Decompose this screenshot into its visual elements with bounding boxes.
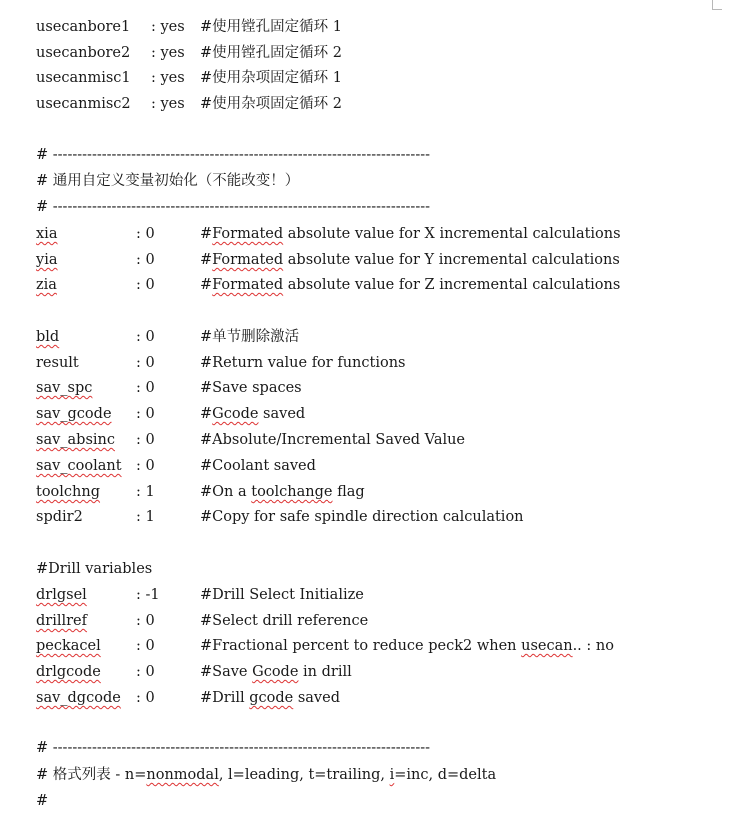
variable-name: usecanbore2 [36, 45, 131, 61]
line-comment: #Drill Select Initialize [200, 587, 364, 603]
code-line [36, 429, 466, 451]
code-line [36, 610, 369, 632]
variable-name: zia [36, 277, 57, 293]
variable-name: drlgsel [36, 587, 87, 603]
variable-value: : 0 [136, 226, 155, 242]
line-comment: #Formated absolute value for Y incremental calculations [200, 252, 620, 268]
variable-name: usecanmisc2 [36, 96, 131, 112]
line-comment: #Fractional percent to reduce peck2 when usecan.. : no [200, 638, 614, 654]
variable-value: : -1 [136, 587, 160, 603]
line-comment: #Return value for functions [200, 355, 406, 371]
line-comment: #Formated absolute value for X incremental calculations [200, 226, 621, 242]
variable-name: usecanbore1 [36, 19, 131, 35]
line-comment: #Coolant saved [200, 458, 316, 474]
separator-line: # ----------------------------------------------------------------------------- [36, 740, 431, 756]
separator-line: # ----------------------------------------------------------------------------- [36, 147, 431, 163]
comment-line: # [36, 793, 49, 809]
code-line [36, 584, 364, 606]
line-comment: #单节删除激活 [200, 329, 300, 345]
format-list-line: # 格式列表 - n=nonmodal, l=leading, t=trailing, i=inc, d=delta [36, 767, 497, 783]
variable-name: drlgcode [36, 664, 101, 680]
code-line [36, 506, 524, 528]
line-comment: #Save Gcode in drill [200, 664, 352, 680]
code-line [36, 635, 614, 657]
variable-name: sav_coolant [36, 458, 122, 474]
code-line [36, 249, 620, 271]
variable-name: result [36, 355, 79, 371]
variable-name: xia [36, 226, 58, 242]
section-heading: #Drill variables [36, 561, 153, 577]
variable-value: : yes [151, 45, 185, 61]
variable-value: : 0 [136, 252, 155, 268]
code-line [36, 661, 352, 683]
section-heading: # 通用自定义变量初始化（不能改变！） [36, 173, 300, 189]
code-line [36, 481, 365, 503]
variable-value: : 0 [136, 380, 155, 396]
code-line [36, 352, 406, 374]
line-comment: #Copy for safe spindle direction calculation [200, 509, 524, 525]
line-comment: #使用镗孔固定循环 1 [200, 19, 342, 35]
separator-line: # ----------------------------------------------------------------------------- [36, 199, 431, 215]
variable-value: : 0 [136, 277, 155, 293]
variable-value: : 1 [136, 509, 155, 525]
line-comment: #On a toolchange flag [200, 484, 365, 500]
variable-value: : 0 [136, 638, 155, 654]
variable-value: : 0 [136, 458, 155, 474]
variable-name: drillref [36, 613, 88, 629]
code-line [36, 455, 316, 477]
variable-name: sav_gcode [36, 406, 112, 422]
line-comment: #Save spaces [200, 380, 302, 396]
variable-value: : yes [151, 19, 185, 35]
variable-value: : yes [151, 70, 185, 86]
variable-value: : 0 [136, 690, 155, 706]
variable-name: peckacel [36, 638, 101, 654]
code-line [36, 93, 342, 115]
variable-name: yia [36, 252, 58, 268]
variable-name: usecanmisc1 [36, 70, 131, 86]
page-corner-mark [712, 0, 722, 10]
line-comment: #Gcode saved [200, 406, 306, 422]
variable-value: : 0 [136, 432, 155, 448]
variable-value: : 0 [136, 355, 155, 371]
line-comment: #使用杂项固定循环 2 [200, 96, 342, 112]
code-line [36, 67, 342, 89]
variable-name: sav_absinc [36, 432, 115, 448]
line-comment: #Formated absolute value for Z incremental calculations [200, 277, 621, 293]
variable-name: bld [36, 329, 60, 345]
variable-name: sav_dgcode [36, 690, 121, 706]
code-line [36, 377, 302, 399]
code-line [36, 403, 306, 425]
line-comment: #Select drill reference [200, 613, 369, 629]
code-line [36, 326, 300, 348]
variable-name: toolchng [36, 484, 101, 500]
code-line [36, 274, 621, 296]
variable-value: : 0 [136, 329, 155, 345]
variable-value: : 0 [136, 406, 155, 422]
variable-value: : 0 [136, 664, 155, 680]
variable-value: : 0 [136, 613, 155, 629]
code-line [36, 16, 342, 38]
variable-name: spdir2 [36, 509, 83, 525]
variable-value: : 1 [136, 484, 155, 500]
line-comment: #Absolute/Incremental Saved Value [200, 432, 466, 448]
line-comment: #使用杂项固定循环 1 [200, 70, 342, 86]
variable-value: : yes [151, 96, 185, 112]
code-line [36, 42, 342, 64]
code-line [36, 223, 621, 245]
variable-name: sav_spc [36, 380, 93, 396]
code-line [36, 687, 340, 709]
line-comment: #使用镗孔固定循环 2 [200, 45, 342, 61]
line-comment: #Drill gcode saved [200, 690, 340, 706]
